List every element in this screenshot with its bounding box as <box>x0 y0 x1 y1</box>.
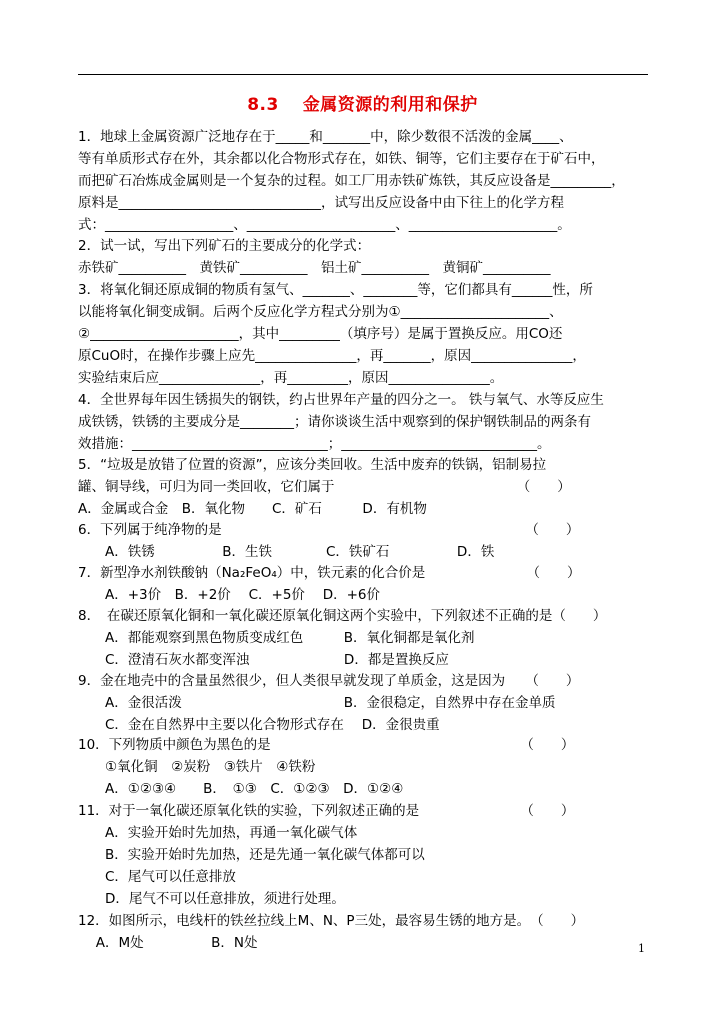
text-line: 3．将氧化铜还原成铜的物质有氢气、_______、________等，它们都具有______性，所 <box>78 282 593 298</box>
text-line: 等有单质形式存在外，其余都以化合物形式存在，如铁、铜等，它们主要存在于矿石中， <box>78 151 605 167</box>
text-line: 8． 在碳还原氧化铜和一氧化碳还原氧化铜这两个实验中，下列叙述不正确的是（ ） <box>78 608 607 624</box>
text-line: 10．下列物质中颜色为黑色的是 （ ） <box>78 737 575 753</box>
text-line: 6．下列属于纯净物的是 （ ） <box>78 522 580 538</box>
text-line: 原料是______________________________，试写出反应设备中由下往上的化学方程 <box>78 195 564 211</box>
text-line: A．铁锈 B．生铁 C．铁矿石 D．铁 <box>78 544 495 560</box>
text-line: 而把矿石冶炼成金属则是一个复杂的过程。如工厂用赤铁矿炼铁，其反应设备是_________， <box>78 173 625 189</box>
text-line: 4．全世界每年因生锈损失的钢铁，约占世界年产量的四分之一。 铁与氧气、水等反应生 <box>78 392 604 408</box>
text-line: ①氧化铜 ②炭粉 ③铁片 ④铁粉 <box>78 759 316 775</box>
text-line: 效措施：_____________________________；_____________________________。 <box>78 436 551 452</box>
text-line: B．实验开始时先加热，还是先通一氧化碳气体都可以 <box>78 847 425 863</box>
text-line: D．尾气不可以任意排放，须进行处理。 <box>78 891 345 907</box>
text-line: 5．“垃圾是放错了位置的资源”，应该分类回收。生活中废弃的铁锅，铝制易拉 <box>78 457 547 473</box>
text-line: 实验结束后应_______________，再_________，原因_______________。 <box>78 370 504 386</box>
text-line: 1．地球上金属资源广泛地存在于_____和_______中，除少数很不活泼的金属____、 <box>78 129 573 145</box>
text-line: A．金很活泼 B．金很稳定，自然界中存在金单质 <box>78 695 556 711</box>
text-line: C．尾气可以任意排放 <box>78 869 236 885</box>
page-number: 1 <box>638 942 645 955</box>
text-line: 赤铁矿__________ 黄铁矿__________ 铝土矿__________ 黄铜矿__________ <box>78 260 551 276</box>
text-line: 12．如图所示，电线杆的铁丝拉线上M、N、P三处，最容易生锈的地方是。 （ ） <box>78 913 585 929</box>
text-line: 以能将氧化铜变成铜。后两个反应化学方程式分别为①______________________、 <box>78 304 563 320</box>
text-line: 2．试一试，写出下列矿石的主要成分的化学式： <box>78 238 371 254</box>
text-line: 式：___________________、______________________、______________________。 <box>78 217 571 233</box>
text-line: A．①②③④ B． ①③ C．①②③ D．①②④ <box>78 781 404 797</box>
text-line: 11．对于一氧化碳还原氧化铁的实验，下列叙述正确的是 （ ） <box>78 803 575 819</box>
text-line: A．都能观察到黑色物质变成红色 B．氧化铜都是氧化剂 <box>78 630 475 646</box>
text-line: A．实验开始时先加热，再通一氧化碳气体 <box>78 825 358 841</box>
text-line: 7．新型净水剂铁酸钠（Na₂FeO₄）中，铁元素的化合价是 （ ） <box>78 565 581 581</box>
text-line: 9．金在地壳中的含量虽然很少，但人类很早就发现了单质金，这是因为 （ ） <box>78 673 580 689</box>
text-line: A．+3价 B．+2价 C．+5价 D．+6价 <box>78 587 381 603</box>
text-line: A．M处 B．N处 <box>78 935 258 951</box>
text-line: 成铁锈，铁锈的主要成分是________；请你谈谈生活中观察到的保护钢铁制品的两条有 <box>78 414 591 430</box>
text-line: 罐、铜导线，可归为同一类回收，它们属于 （ ） <box>78 479 571 495</box>
text-line: A．金属或合金 B．氧化物 C．矿石 D．有机物 <box>78 501 427 517</box>
text-line: 原CuO时，在操作步骤上应先_______________，再_______，原因_______________， <box>78 348 586 364</box>
text-line: C．澄清石灰水都变浑浊 D．都是置换反应 <box>78 652 449 668</box>
text-line: C．金在自然界中主要以化合物形式存在 D．金很贵重 <box>78 717 440 733</box>
header-rule <box>78 74 648 75</box>
page-title: 8.3 金属资源的利用和保护 <box>247 95 478 115</box>
text-line: ②______________________，其中_________（填序号）是属于置换反应。用CO还 <box>78 326 563 342</box>
